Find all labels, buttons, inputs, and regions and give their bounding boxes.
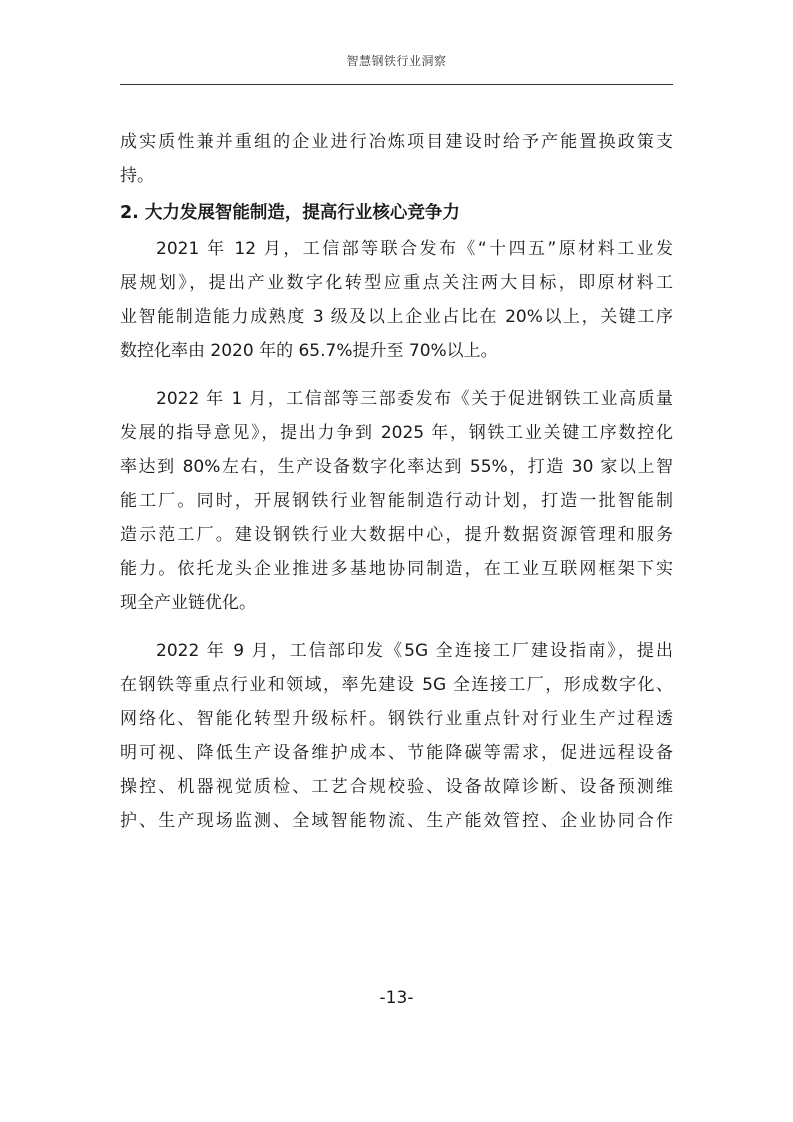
text-line: 现全产业链优化。 xyxy=(120,593,256,613)
text-line: 网络化、智能化转型升级标杆。钢铁行业重点针对行业生产过程透 xyxy=(120,709,673,729)
section-heading: 2. 大力发展智能制造，提高行业核心竞争力 xyxy=(120,203,460,223)
text-line: 在钢铁等重点行业和领域，率先建设 5G 全连接工厂，形成数字化、 xyxy=(120,675,673,695)
page-body xyxy=(120,125,673,838)
paragraph-5g-factory xyxy=(120,634,673,838)
text-line: 2022 年 9 月，工信部印发《5G 全连接工厂建设指南》，提出 xyxy=(156,641,673,661)
text-line: 2021 年 12 月，工信部等联合发布《“十四五”原材料工业发 xyxy=(156,239,673,259)
page-number: -13- xyxy=(379,988,414,1008)
text-line: 明可视、降低生产设备维护成本、节能降碳等需求，促进远程设备 xyxy=(120,743,673,763)
text-line: 成实质性兼并重组的企业进行冶炼项目建设时给予产能置换政策支 xyxy=(120,132,673,152)
text-line: 护、生产现场监测、全域智能物流、生产能效管控、企业协同合作 xyxy=(120,811,673,831)
text-line: 展规划》，提出产业数字化转型应重点关注两大目标，即原材料工 xyxy=(120,273,673,293)
text-line: 能力。依托龙头企业推进多基地协同制造，在工业互联网框架下实 xyxy=(120,559,673,579)
header-divider xyxy=(120,84,673,85)
paragraph-2021-plan xyxy=(120,232,673,368)
paragraph-2022-guidance xyxy=(120,382,673,620)
text-line: 数控化率由 2020 年的 65.7%提升至 70%以上。 xyxy=(120,341,498,361)
text-line: 发展的指导意见》，提出力争到 2025 年，钢铁工业关键工序数控化 xyxy=(120,423,673,443)
text-line: 操控、机器视觉质检、工艺合规校验、设备故障诊断、设备预测维 xyxy=(120,777,673,797)
running-header: 智慧钢铁行业洞察 xyxy=(346,54,447,68)
text-line: 2022 年 1 月，工信部等三部委发布《关于促进钢铁工业高质量 xyxy=(156,389,673,409)
paragraph-spacer xyxy=(120,368,673,382)
text-line: 能工厂。同时，开展钢铁行业智能制造行动计划，打造一批智能制 xyxy=(120,491,673,511)
paragraph-spacer xyxy=(120,620,673,634)
text-line: 业智能制造能力成熟度 3 级及以上企业占比在 20%以上，关键工序 xyxy=(120,307,673,327)
text-line: 率达到 80%左右，生产设备数字化率达到 55%，打造 30 家以上智 xyxy=(120,457,673,477)
text-line: 持。 xyxy=(120,166,154,186)
text-line: 造示范工厂。建设钢铁行业大数据中心，提升数据资源管理和服务 xyxy=(120,525,673,545)
continuation-paragraph xyxy=(120,125,673,193)
